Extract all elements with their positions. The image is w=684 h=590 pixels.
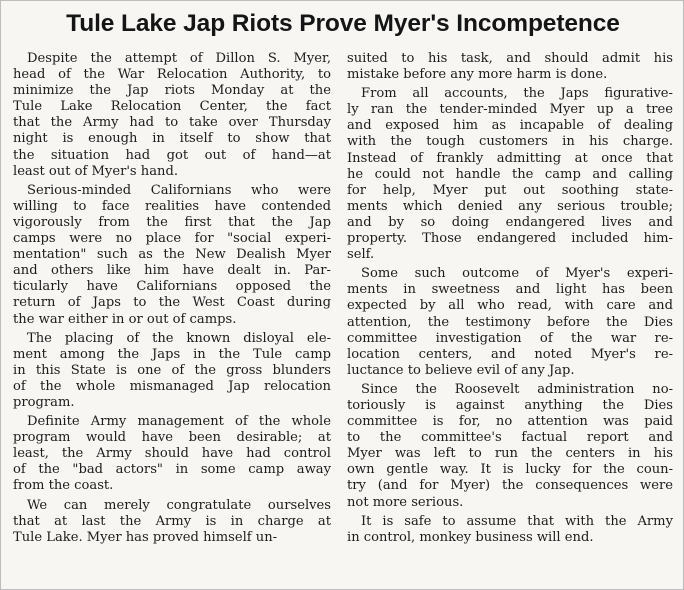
text-line: minimize the Jap riots Monday at the	[13, 83, 331, 99]
paragraph	[347, 382, 673, 511]
text-line: Serious-minded Californians who were	[27, 182, 331, 198]
text-line: ticularly have Californians opposed the	[13, 279, 331, 295]
headline: Tule Lake Jap Riots Prove Myer's Incompetence	[66, 10, 620, 37]
paragraph	[13, 498, 331, 546]
text-line: We can merely congratulate ourselves	[27, 497, 331, 513]
text-line: he could not handle the camp and calling	[347, 166, 673, 182]
article-column-right	[347, 51, 673, 546]
text-line: willing to face realities have contended	[13, 198, 331, 214]
text-line: mentation" such as the New Dealish Myer	[13, 247, 331, 263]
text-line: attention, the testimony before the Dies	[347, 314, 673, 330]
text-line: It is safe to assume that with the Army	[361, 513, 673, 529]
text-line: least out of Myer's hand.	[13, 163, 179, 179]
text-line: ments which denied any serious trouble;	[347, 198, 673, 214]
text-line: program would have been desirable; at	[13, 430, 331, 446]
text-line: toriously is against anything the Dies	[347, 397, 673, 413]
text-line: self.	[347, 247, 375, 263]
text-line: expected by all who read, with care and	[347, 298, 673, 314]
text-line: The placing of the known disloyal ele-	[27, 330, 331, 346]
paragraph	[13, 183, 331, 328]
text-line: the situation had got out of hand—at	[13, 147, 331, 163]
text-line: luctance to believe evil of any Jap.	[347, 362, 575, 378]
text-line: From all accounts, the Japs figurative-	[361, 86, 673, 102]
text-line: that the Army had to take over Thursday	[13, 115, 331, 131]
text-line: mistake before any more harm is done.	[347, 67, 608, 83]
text-line: the war either in or out of camps.	[13, 311, 237, 327]
text-line: and exposed him as incapable of dealing	[347, 118, 673, 134]
text-line: Some such outcome of Myer's experi-	[361, 266, 673, 282]
text-line: location centers, and noted Myer's re-	[347, 346, 673, 362]
text-line: for help, Myer put out soothing state-	[347, 182, 673, 198]
text-line: camps were no place for "social experi-	[13, 231, 331, 247]
text-line: property. Those endangered included him-	[347, 231, 673, 247]
text-line: and others like him have dealt in. Par-	[13, 263, 331, 279]
text-line: ment among the Japs in the Tule camp	[13, 346, 331, 362]
text-line: in this State is one of the gross blunders	[13, 362, 331, 378]
text-line: and by so doing endangered lives and	[347, 214, 673, 230]
text-line: committee is for, no attention was paid	[347, 414, 673, 430]
text-line: suited to his task, and should admit his	[347, 51, 673, 66]
paragraph	[13, 51, 331, 180]
text-line: night is enough in itself to show that	[13, 131, 331, 147]
text-line: committee investigation of the war re-	[347, 330, 673, 346]
text-line: from the coast.	[13, 478, 114, 494]
text-line: in control, monkey business will end.	[347, 529, 594, 545]
paragraph	[347, 51, 673, 83]
text-line: ly ran the tender-minded Myer up a tree	[347, 102, 673, 118]
text-line: with the tough customers in his charge.	[347, 134, 673, 150]
text-line: not more serious.	[347, 494, 464, 510]
text-line: Instead of frankly admitting at once that	[347, 150, 673, 166]
text-line: Myer was left to run the centers in his	[347, 446, 673, 462]
text-line: return of Japs to the West Coast during	[13, 295, 331, 311]
text-line: vigorously from the first that the Jap	[13, 214, 331, 230]
text-line: program.	[13, 394, 75, 410]
text-line: head of the War Relocation Authority, to	[13, 67, 331, 83]
text-line: that at last the Army is in charge at	[13, 513, 331, 529]
text-line: Definite Army management of the whole	[27, 414, 331, 430]
text-line: least, the Army should have had control	[13, 446, 331, 462]
text-line: Despite the attempt of Dillon S. Myer,	[27, 51, 331, 66]
article-column-left	[13, 51, 331, 546]
paragraph	[13, 331, 331, 411]
text-line: ments in sweetness and light has been	[347, 282, 673, 298]
text-line: try (and for Myer) the consequences were	[347, 478, 673, 494]
text-line: own gentle way. It is lucky for the coun-	[347, 462, 673, 478]
paragraph	[347, 266, 673, 379]
paragraph	[347, 86, 673, 263]
text-line: Tule Lake Relocation Center, the fact	[13, 99, 331, 115]
text-line: Since the Roosevelt administration no-	[361, 381, 673, 397]
paragraph	[13, 414, 331, 494]
text-line: of the "bad actors" in some camp away	[13, 462, 331, 478]
text-line: Tule Lake. Myer has proved himself un-	[13, 529, 278, 545]
text-line: to the committee's factual report and	[347, 430, 673, 446]
text-line: of the whole mismanaged Jap relocation	[13, 378, 331, 394]
paragraph	[347, 514, 673, 546]
